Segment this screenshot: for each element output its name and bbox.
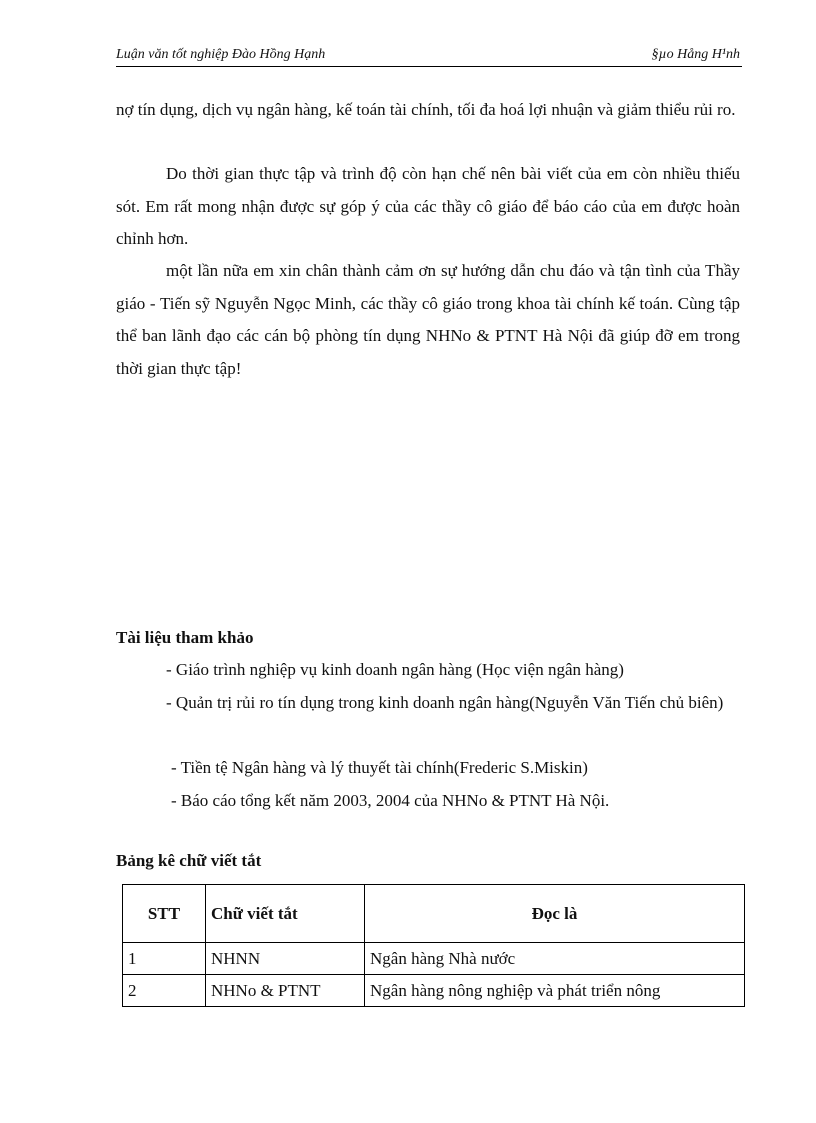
header-left-text: Luận văn tốt nghiệp Đào Hồng Hạnh — [116, 47, 326, 62]
header-right-text: §µo Hång H¹nh — [651, 47, 740, 62]
abbreviations-heading: Bảng kê chữ viết tắt — [116, 851, 262, 870]
cell-meaning: Ngân hàng Nhà nước — [365, 943, 745, 975]
cell-meaning: Ngân hàng nông nghiệp và phát triển nông — [365, 975, 745, 1007]
body-paragraph-1: nợ tín dụng, dịch vụ ngân hàng, kế toán tài chính, tối đa hoá lợi nhuận và giảm thiểu rủi ro. — [116, 100, 736, 119]
cell-abbreviation: NHNN — [206, 943, 365, 975]
references-heading: Tài liệu tham khảo — [116, 628, 254, 647]
body-paragraph-2: Do thời gian thực tập và trình độ còn hạn chế nên bài viết của em còn nhiều thiếu sót. Em rất mong nhận được sự góp ý của các thầy cô giáo để báo cáo của em được hoàn chỉnh hơn. — [116, 164, 740, 248]
cell-stt: 2 — [123, 975, 206, 1007]
body-paragraph-3: một lần nữa em xin chân thành cảm ơn sự hướng dẫn chu đáo và tận tình của Thầy giáo - Tiến sỹ Nguyễn Ngọc Minh, các thầy cô giáo trong khoa tài chính kế toán. Cùng tập thể ban lãnh đạo các cán bộ phòng tín dụng NHNo & PTNT Hà Nội đã giúp đỡ em trong thời gian thực tập! — [116, 261, 740, 378]
table-header-row — [123, 885, 745, 943]
reference-item: - Giáo trình nghiệp vụ kinh doanh ngân hàng (Học viện ngân hàng) — [166, 660, 624, 679]
column-header-stt: STT — [123, 885, 206, 943]
column-header-abbreviation: Chữ viết tắt — [206, 885, 365, 943]
table-row — [123, 975, 745, 1007]
cell-stt: 1 — [123, 943, 206, 975]
cell-abbreviation: NHNo & PTNT — [206, 975, 365, 1007]
reference-item: - Quản trị rủi ro tín dụng trong kinh doanh ngân hàng(Nguyễn Văn Tiến chủ biên) — [166, 693, 724, 712]
table-row — [123, 943, 745, 975]
reference-item: - Tiền tệ Ngân hàng và lý thuyết tài chính(Frederic S.Miskin) — [171, 758, 588, 777]
reference-item: - Báo cáo tổng kết năm 2003, 2004 của NHNo & PTNT Hà Nội. — [171, 791, 610, 810]
page-header — [116, 47, 742, 67]
header-divider — [116, 66, 742, 67]
abbreviations-table — [122, 884, 745, 1007]
column-header-meaning: Đọc là — [365, 885, 745, 943]
